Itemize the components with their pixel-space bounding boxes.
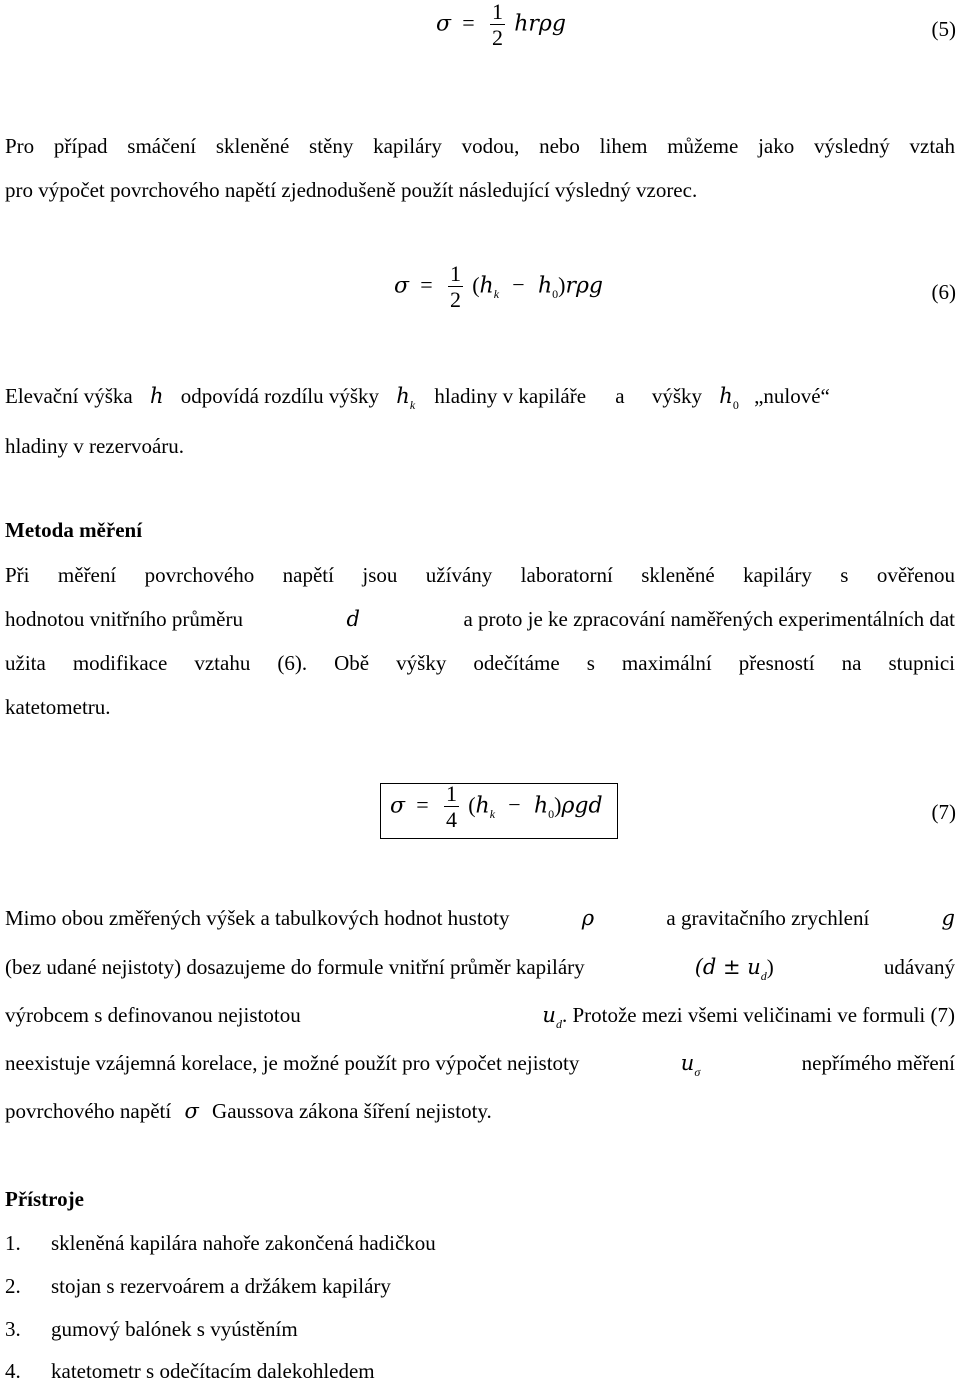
para4-l2a: (bez udané nejistoty) dosazujeme do formule vnitřní průměr kapiláry [5,955,585,979]
equation-6: σ = $\frac{1}{2}$ $(h_k - h_0)r\rho g$ [394,261,603,312]
para4-l1b: a gravitačního zrychlení [666,906,870,930]
para3-line4: katetometru. [5,695,111,719]
para1-line2: pro výpočet povrchového napětí zjednodušeně použít následující výsledný vzorec. [5,178,698,202]
para4-l2sub: d [760,969,767,983]
eq7-numerator: 1 [445,781,457,806]
eq7-fraction [444,782,459,833]
eq6-minus: − [512,272,525,298]
eq5-equals: = [462,10,475,36]
para3-line2a: hodnotou vnitřního průměru [5,607,243,631]
eq6-number: (6) [931,280,956,304]
para2-line2: hladiny v rezervoáru. [5,434,185,458]
para4-l4b: nepřímého měření [801,1051,955,1075]
eq6-fraction [448,262,463,313]
eq6-denominator: 2 [449,287,461,312]
list-item [5,1274,391,1299]
eq7-minus: − [508,792,521,818]
para4-l2close: ) [766,955,774,979]
para2-sub-0: 0 [732,398,739,412]
para4-line1 [5,906,955,931]
eq6-equals: = [420,272,433,298]
section-title-metoda: Metoda měření [5,518,143,542]
para4-u: u [542,1003,556,1027]
para4-l1a: Mimo obou změřených výšek a tabulkových hodnot hustoty [5,906,510,930]
eq6-h0: h [537,273,553,299]
eq7-sub-0: 0 [548,807,555,822]
para4-ussub: σ [694,1065,701,1079]
list-item-number: 1. [5,1231,21,1255]
section-title-pristroje: Přístroje [5,1187,84,1211]
list-item [5,1317,298,1342]
para4-l3a: výrobcem s definovanou nejistotou [5,1003,301,1027]
para4-l5a: povrchového napětí [5,1099,172,1123]
para2-sub-k: k [409,398,416,412]
eq6-hk: h [479,273,494,299]
para4-line3 [5,1003,955,1031]
eq7-equals: = [416,792,429,818]
eq6-sub-0: 0 [552,287,559,302]
para4-us: u [680,1051,695,1075]
eq5-fraction [490,0,505,51]
para4-sigma: σ [184,1099,199,1123]
para4-l2m: (d ± u [694,955,761,979]
eq7-denominator: 4 [445,807,457,832]
list-item-text: skleněná kapilára nahoře zakončená hadičkou [51,1231,436,1255]
para4-rho: ρ [581,906,595,930]
eq5-numerator: 1 [491,0,503,24]
para4-usub: d [555,1017,562,1031]
equation-5 [436,0,566,60]
list-item-text: gumový balónek s vyústěním [51,1317,298,1341]
eq7-hk: h [475,793,490,819]
para2-d: a [615,384,625,408]
para3-d: d [346,607,360,631]
eq5-lhs: σ [436,11,452,37]
para4-l4a: neexistuje vzájemná korelace, je možné použít pro výpočet nejistoty [5,1051,580,1075]
para4-line2 [5,955,955,983]
eq6-rest: rρg [565,273,603,299]
para2-h: h [149,384,164,408]
para4-l2b: udávaný [883,955,955,979]
list-item-number: 4. [5,1359,21,1383]
para2-f: „nulové“ [754,384,830,408]
para3-line1: Při měření povrchového napětí jsou užívány laboratorní skleněné kapiláry s ověřenou [5,563,955,587]
eq7-sub-k: k [489,807,496,822]
list-item-text: katetometr s odečítacím dalekohledem [51,1359,375,1383]
eq6-numerator: 1 [449,261,461,286]
para4-line5 [5,1099,492,1124]
list-item-number: 3. [5,1317,21,1341]
para2-h0: h [719,384,733,408]
list-item [5,1359,375,1384]
para3-line3: užita modifikace vztahu (6). Obě výšky odečítáme s maximální přesností na stupnici [5,651,955,675]
eq5-rhs: hrρg [514,11,566,37]
eq7-rest: ρgd [561,793,603,819]
para1-line1: Pro případ smáčení skleněné stěny kapiláry vodou, nebo lihem můžeme jako výsledný vztah [5,134,955,158]
para4-g: g [941,906,955,930]
para4-l3b: . Protože mezi všemi veličinami ve formuli (7) [561,1003,955,1027]
para2-b: odpovídá rozdílu výšky [180,384,380,408]
para2-hk: h [396,384,410,408]
eq5-denominator: 2 [491,25,503,50]
eq5-number: (5) [931,17,956,41]
list-item [5,1231,436,1256]
eq7-number: (7) [931,800,956,824]
list-item-text: stojan s rezervoárem a držákem kapiláry [51,1274,391,1298]
para2-a: Elevační výška [5,384,133,408]
para4-line4 [5,1051,955,1079]
para2-line1 [5,384,955,412]
eq7-h0: h [533,793,549,819]
eq6-lhs: σ [394,273,410,299]
list-item-number: 2. [5,1274,21,1298]
equation-7: σ = $\frac{1}{4}$ $(h_k - h_0)\rho gd$ [390,781,603,832]
para3-line2 [5,607,955,632]
para2-e: výšky [651,384,703,408]
eq7-lhs: σ [390,793,406,819]
eq6-sub-k: k [493,287,500,302]
para3-line2b: a proto je ke zpracování naměřených experimentálních dat [463,607,955,631]
para2-c: hladiny v kapiláře [434,384,587,408]
para4-l5b: Gaussova zákona šíření nejistoty. [212,1099,492,1123]
